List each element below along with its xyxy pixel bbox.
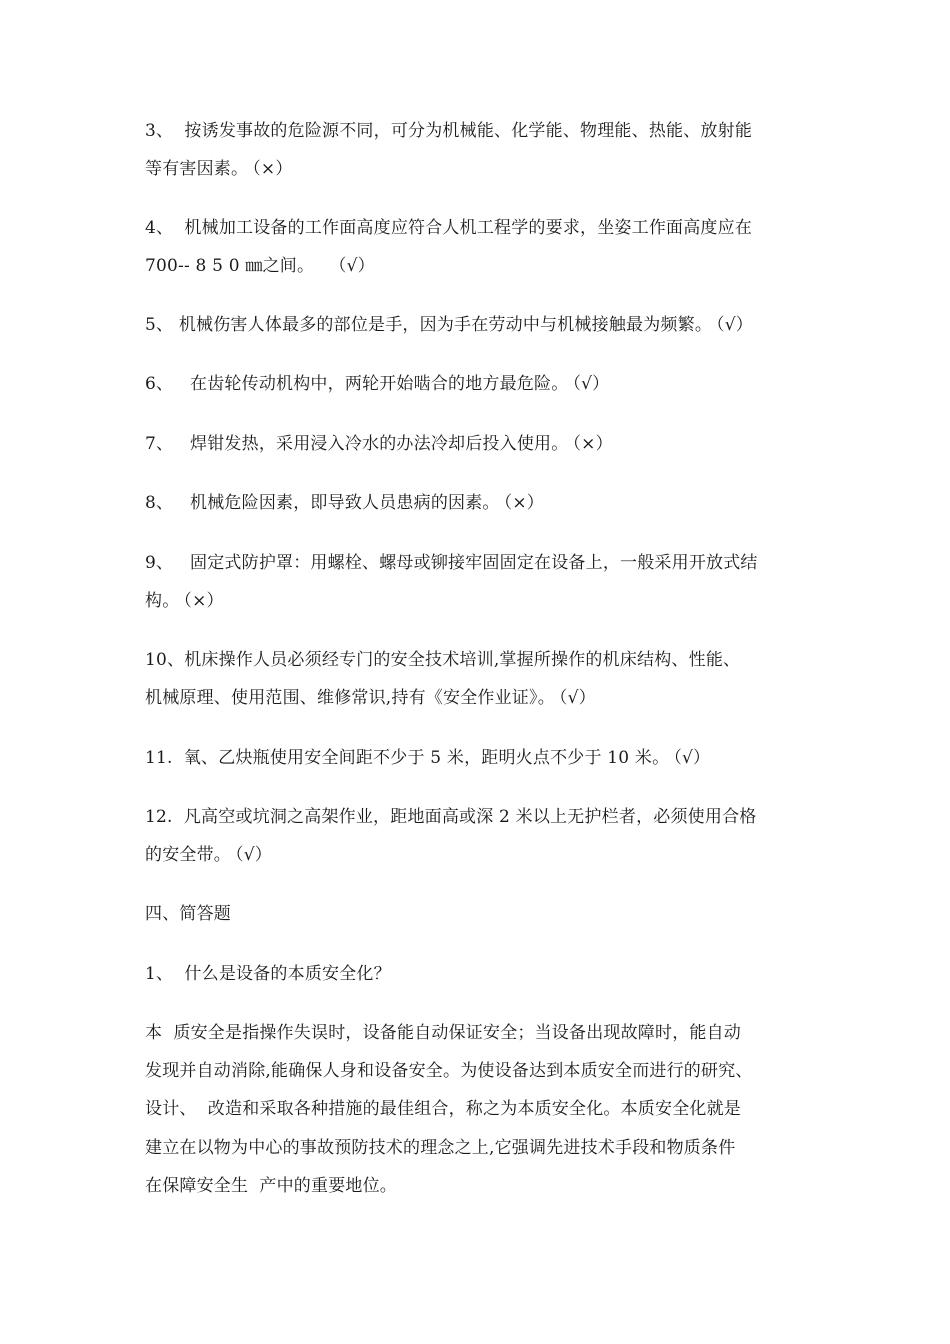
item-5-text: 5、 机械伤害人体最多的部位是手，因为手在劳动中与机械接触最为频繁。 [145,315,713,335]
item-3-line-2 [145,159,815,179]
item-4-text: 700-- 8 5 0 ㎜之间。 [145,256,326,276]
answer-line-1: 本 质安全是指操作失误时，设备能自动保证安全；当设备出现故障时，能自动 [145,1023,742,1043]
item-12-text: 的安全带。 [145,845,231,865]
answer-line-3: 设计、 改造和采取各种措施的最佳组合，称之为本质安全化。本质安全化就是 [145,1099,742,1119]
answer-line-4: 建立在以物为中心的事故预防技术的理念之上,它强调先进技术手段和物质条件 [145,1138,736,1158]
item-3-answer: （×） [252,159,293,179]
item-9-line-2 [145,591,815,611]
question-1: 1、 什么是设备的本质安全化？ [145,964,391,984]
item-11-text: 11. 氧、乙炔瓶使用安全间距不少于 5 米，距明火点不少于 10 米。 [145,748,670,768]
item-7-text: 7、 焊钳发热，采用浸入冷水的办法冷却后投入使用。 [145,434,569,454]
answer-line-2: 发现并自动消除,能确保人身和设备安全。为使设备达到本质安全而进行的研究、 [145,1061,753,1081]
item-6-line-1 [145,374,815,394]
item-7-line-1 [145,434,815,454]
item-11-line-1 [145,748,815,768]
item-7-answer: （×） [572,434,613,454]
answer-line-5: 在保障安全生 产中的重要地位。 [145,1176,398,1196]
item-12-line-2 [145,845,815,865]
item-6-answer: （√） [572,374,610,394]
item-9-answer: （×） [183,591,224,611]
item-4-answer: （√） [329,256,375,276]
item-10-text: 机械原理、使用范围、维修常识,持有《安全作业证》。 [145,688,555,708]
item-10-answer: （√） [558,688,596,708]
item-9-line-1: 9、 固定式防护罩：用螺栓、螺母或铆接牢固固定在设备上，一般采用开放式结 [145,553,758,573]
item-5-line-1 [145,315,815,335]
item-3-line-1: 3、 按诱发事故的危险源不同，可分为机械能、化学能、物理能、热能、放射能 [145,121,753,141]
item-12-line-1: 12. 凡高空或坑洞之高架作业，距地面高或深 2 米以上无护栏者，必须使用合格 [145,807,757,827]
item-10-line-1: 10、机床操作人员必须经专门的安全技术培训,掌握所操作的机床结构、性能、 [145,650,741,670]
item-3-text: 等有害因素。 [145,159,249,179]
item-4-line-2 [145,256,815,276]
item-11-answer: （√） [673,748,711,768]
item-5-answer: （√） [716,315,753,335]
item-12-answer: （√） [235,845,272,865]
item-4-line-1: 4、 机械加工设备的工作面高度应符合人机工程学的要求，坐姿工作面高度应在 [145,218,753,238]
item-9-text: 构。 [145,591,180,611]
item-8-text: 8、 机械危险因素，即导致人员患病的因素。 [145,493,500,513]
section-heading: 四、简答题 [145,904,231,924]
item-8-answer: （×） [503,493,544,513]
item-8-line-1 [145,493,815,513]
item-6-text: 6、 在齿轮传动机构中，两轮开始啮合的地方最危险。 [145,374,569,394]
item-10-line-2 [145,688,815,708]
